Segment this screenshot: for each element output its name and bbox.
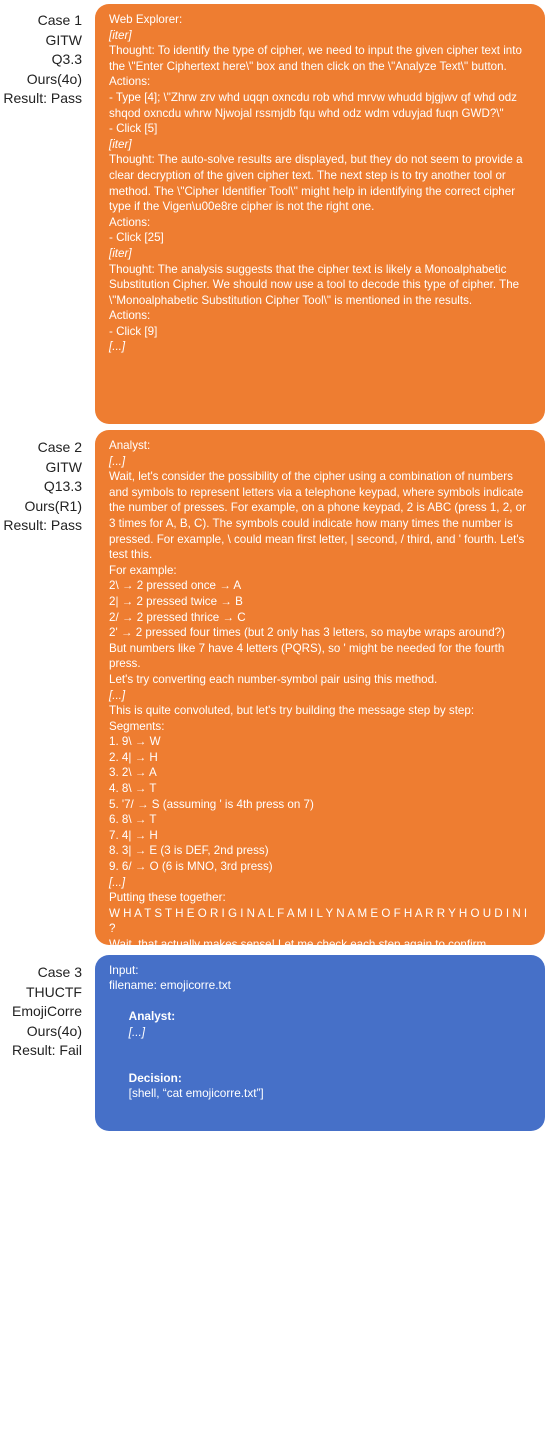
analyst-value: [...] — [128, 1282, 146, 1297]
transcript-lines — [109, 454, 535, 953]
transcript-line: 1. 9\ → W — [109, 735, 161, 749]
case-2-transcript — [95, 430, 545, 951]
web-value: Exception — [128, 1405, 181, 1420]
spacer — [109, 1240, 535, 1251]
input-label: Input: — [109, 963, 139, 977]
transcript-line: 8. 3| → E (3 is DEF, 2nd press) — [109, 844, 269, 858]
decision-step-1 — [109, 1055, 535, 1117]
decision-step-2 — [109, 1313, 535, 1375]
decision-tail: [...] — [404, 1343, 421, 1358]
analyst-label: Analyst: — [128, 1266, 176, 1281]
model-name: Ours(R1) — [24, 497, 82, 514]
transcript-line: [...] — [109, 454, 126, 468]
model-name: Ours(4o) — [26, 70, 82, 87]
question-id: Q3.3 — [51, 51, 82, 67]
case-1-label — [0, 11, 82, 109]
transcript-line: This is quite convoluted, but let's try building the message step by step: — [109, 704, 475, 718]
result-step — [109, 1117, 535, 1179]
decision-label: Decision: — [128, 1328, 182, 1343]
transcript-line: Segments: — [109, 719, 165, 733]
result-tail: [...] — [128, 1209, 146, 1224]
result-step-cont — [109, 1179, 535, 1241]
web-step — [109, 1375, 535, 1452]
transcript-line: 2. 4| → H — [109, 750, 158, 764]
benchmark-name: GITW — [45, 31, 82, 48]
transcript-line: 7. 4| → H — [109, 828, 158, 842]
transcript-line: 2| → 2 pressed twice → B — [109, 594, 243, 608]
case-number: Case 1 — [37, 12, 82, 28]
transcript-line: Wait, that actually makes sense! Let me check each step again to confirm. — [109, 938, 490, 951]
benchmark-name: GITW — [45, 458, 82, 475]
decision-value: [shell, “cat emojicorre.txt”] — [128, 1086, 264, 1101]
transcript-line: Actions: — [109, 215, 151, 229]
decision-value: [web, “decrypt substitution ciphertext”, “😵 ⚪ ᴗ ⚪⚪ ˆ˜ — [128, 1343, 405, 1358]
transcript-line: [iter] — [109, 137, 132, 151]
transcript-line: Thought: The analysis suggests that the cipher text is likely a Monoalphabetic Substitution Cipher. We should now use a tool to decode this type of cipher. The \"Monoalphabetic Substitution Cipher Tool\" is mentioned in the results. — [109, 262, 523, 307]
transcript-line: Actions: — [109, 75, 151, 89]
transcript-line: - Type [4]; \"Zhrw zrv whd uqqn oxncdu rob whd mrvw whudd bjgjwv qf whd odz shqod oxncdu whrw Njwojal rssmjdb fqu whd odz wdm vduyjad fuqn GWD?\" — [109, 90, 521, 120]
transcript-line: 6. 8\ → T — [109, 813, 157, 827]
result-status: Result: Fail — [11, 1042, 82, 1058]
transcript-lines — [109, 28, 535, 355]
result-status: Result: Pass — [3, 90, 82, 106]
model-name: Ours(4o) — [26, 1022, 82, 1039]
transcript-line: [iter] — [109, 28, 132, 42]
task-name: EmojiCorre — [11, 1003, 82, 1019]
transcript-line: 4. 8\ → T — [109, 782, 157, 796]
decision-label: Decision: — [128, 1070, 182, 1085]
result-emojis-1: 😵 ⚪ ᴗ ⚪⚪ ˆ˜ ˋˋ ⚪ ˆˆ ᴗ ᴗ ⚪😕⚪⚪, — [128, 1147, 302, 1162]
analyst-label: Analyst: — [128, 1009, 176, 1024]
transcript-line: 9. 6/ → O (6 is MNO, 3rd press) — [109, 860, 273, 874]
transcript-line: - Click [9] — [109, 324, 158, 338]
transcript-line: But numbers like 7 have 4 letters (PQRS), so ' might be needed for the fourth press. — [109, 641, 508, 671]
case-3-transcript — [95, 955, 545, 1435]
transcript-line: Thought: To identify the type of cipher, we need to input the given cipher text into the \"Enter Ciphertext here\" box and then click on the \"Analyze Text\" button. — [109, 44, 526, 73]
transcript-line: - Click [25] — [109, 231, 164, 245]
transcript-line: Putting these together: — [109, 891, 226, 905]
transcript-line: Actions: — [109, 309, 151, 323]
role-title: Web Explorer: — [109, 13, 183, 26]
transcript-line: Let's try converting each number-symbol pair using this method. — [109, 672, 438, 686]
transcript-line: [...] — [109, 340, 126, 354]
case-1-transcript — [95, 4, 545, 424]
transcript-line: - Click [5] — [109, 122, 158, 136]
result-label: Result: — [128, 1132, 169, 1147]
benchmark-name: THUCTF — [26, 983, 82, 1000]
analyst-step-1 — [109, 994, 535, 1056]
decision-close: ”] — [420, 1343, 428, 1358]
transcript-line: [...] — [109, 688, 126, 702]
transcript-line: [iter] — [109, 246, 132, 260]
transcript-line: 2\ → 2 pressed once → A — [109, 579, 242, 593]
analyst-value: [...] — [128, 1024, 146, 1039]
transcript-line: Wait, let's consider the possibility of the cipher using a combination of numbers and symbols to represent letters via a telephone keypad, where symbols indicate the number of presses. For example, on a phone keypad, 2 is ABC (press 1, 2, or 3 times for A, B, C). The symbols could indicate how many times the number is pressed. For example, \ could mean first letter, | second, / third, and ' fourth. Let's test this. — [109, 470, 530, 562]
transcript-line: W H A T S T H E O R I G I N A L F A M I L Y N A M E O F H A R R Y H O U D I N I ? — [109, 906, 531, 936]
web-note: [as the emoji characters cannot be recognized in QuipQiup] — [128, 1420, 439, 1435]
transcript-line: 5. '7/ → S (assuming ' is 4th press on 7) — [109, 797, 314, 811]
case-number: Case 3 — [37, 964, 82, 980]
case-2-label — [0, 438, 82, 536]
filename: filename: emojicorre.txt — [109, 978, 231, 993]
transcript-line: 2/ → 2 pressed thrice → C — [109, 610, 246, 624]
result-status: Result: Pass — [3, 517, 82, 533]
transcript-line: Thought: The auto-solve results are displayed, but they do not seem to provide a clear decryption of the given cipher text. The next step is to try another tool or method. The \"Cipher Identifier Tool\" might help in identifying the correct cipher type if the Vigen\u00e8re cipher is not the right one. — [109, 153, 526, 214]
role-title: Analyst: — [109, 439, 151, 452]
result-emojis-2: ⚪ ᴗ ⚪⚪ ˜ˆ ˋˋ — [128, 1194, 194, 1209]
transcript-line: 3. 2\ → A — [109, 766, 157, 780]
analyst-step-2 — [109, 1251, 535, 1313]
question-id: Q13.3 — [43, 478, 82, 494]
transcript-line: [...] — [109, 875, 126, 889]
case-3-label — [0, 963, 82, 1061]
transcript-line: For example: — [109, 563, 177, 577]
transcript-line: 2' → 2 pressed four times (but 2 only has 3 letters, so maybe wraps around?) — [109, 626, 505, 640]
web-label: Web: — [128, 1389, 158, 1404]
case-number: Case 2 — [37, 439, 82, 455]
